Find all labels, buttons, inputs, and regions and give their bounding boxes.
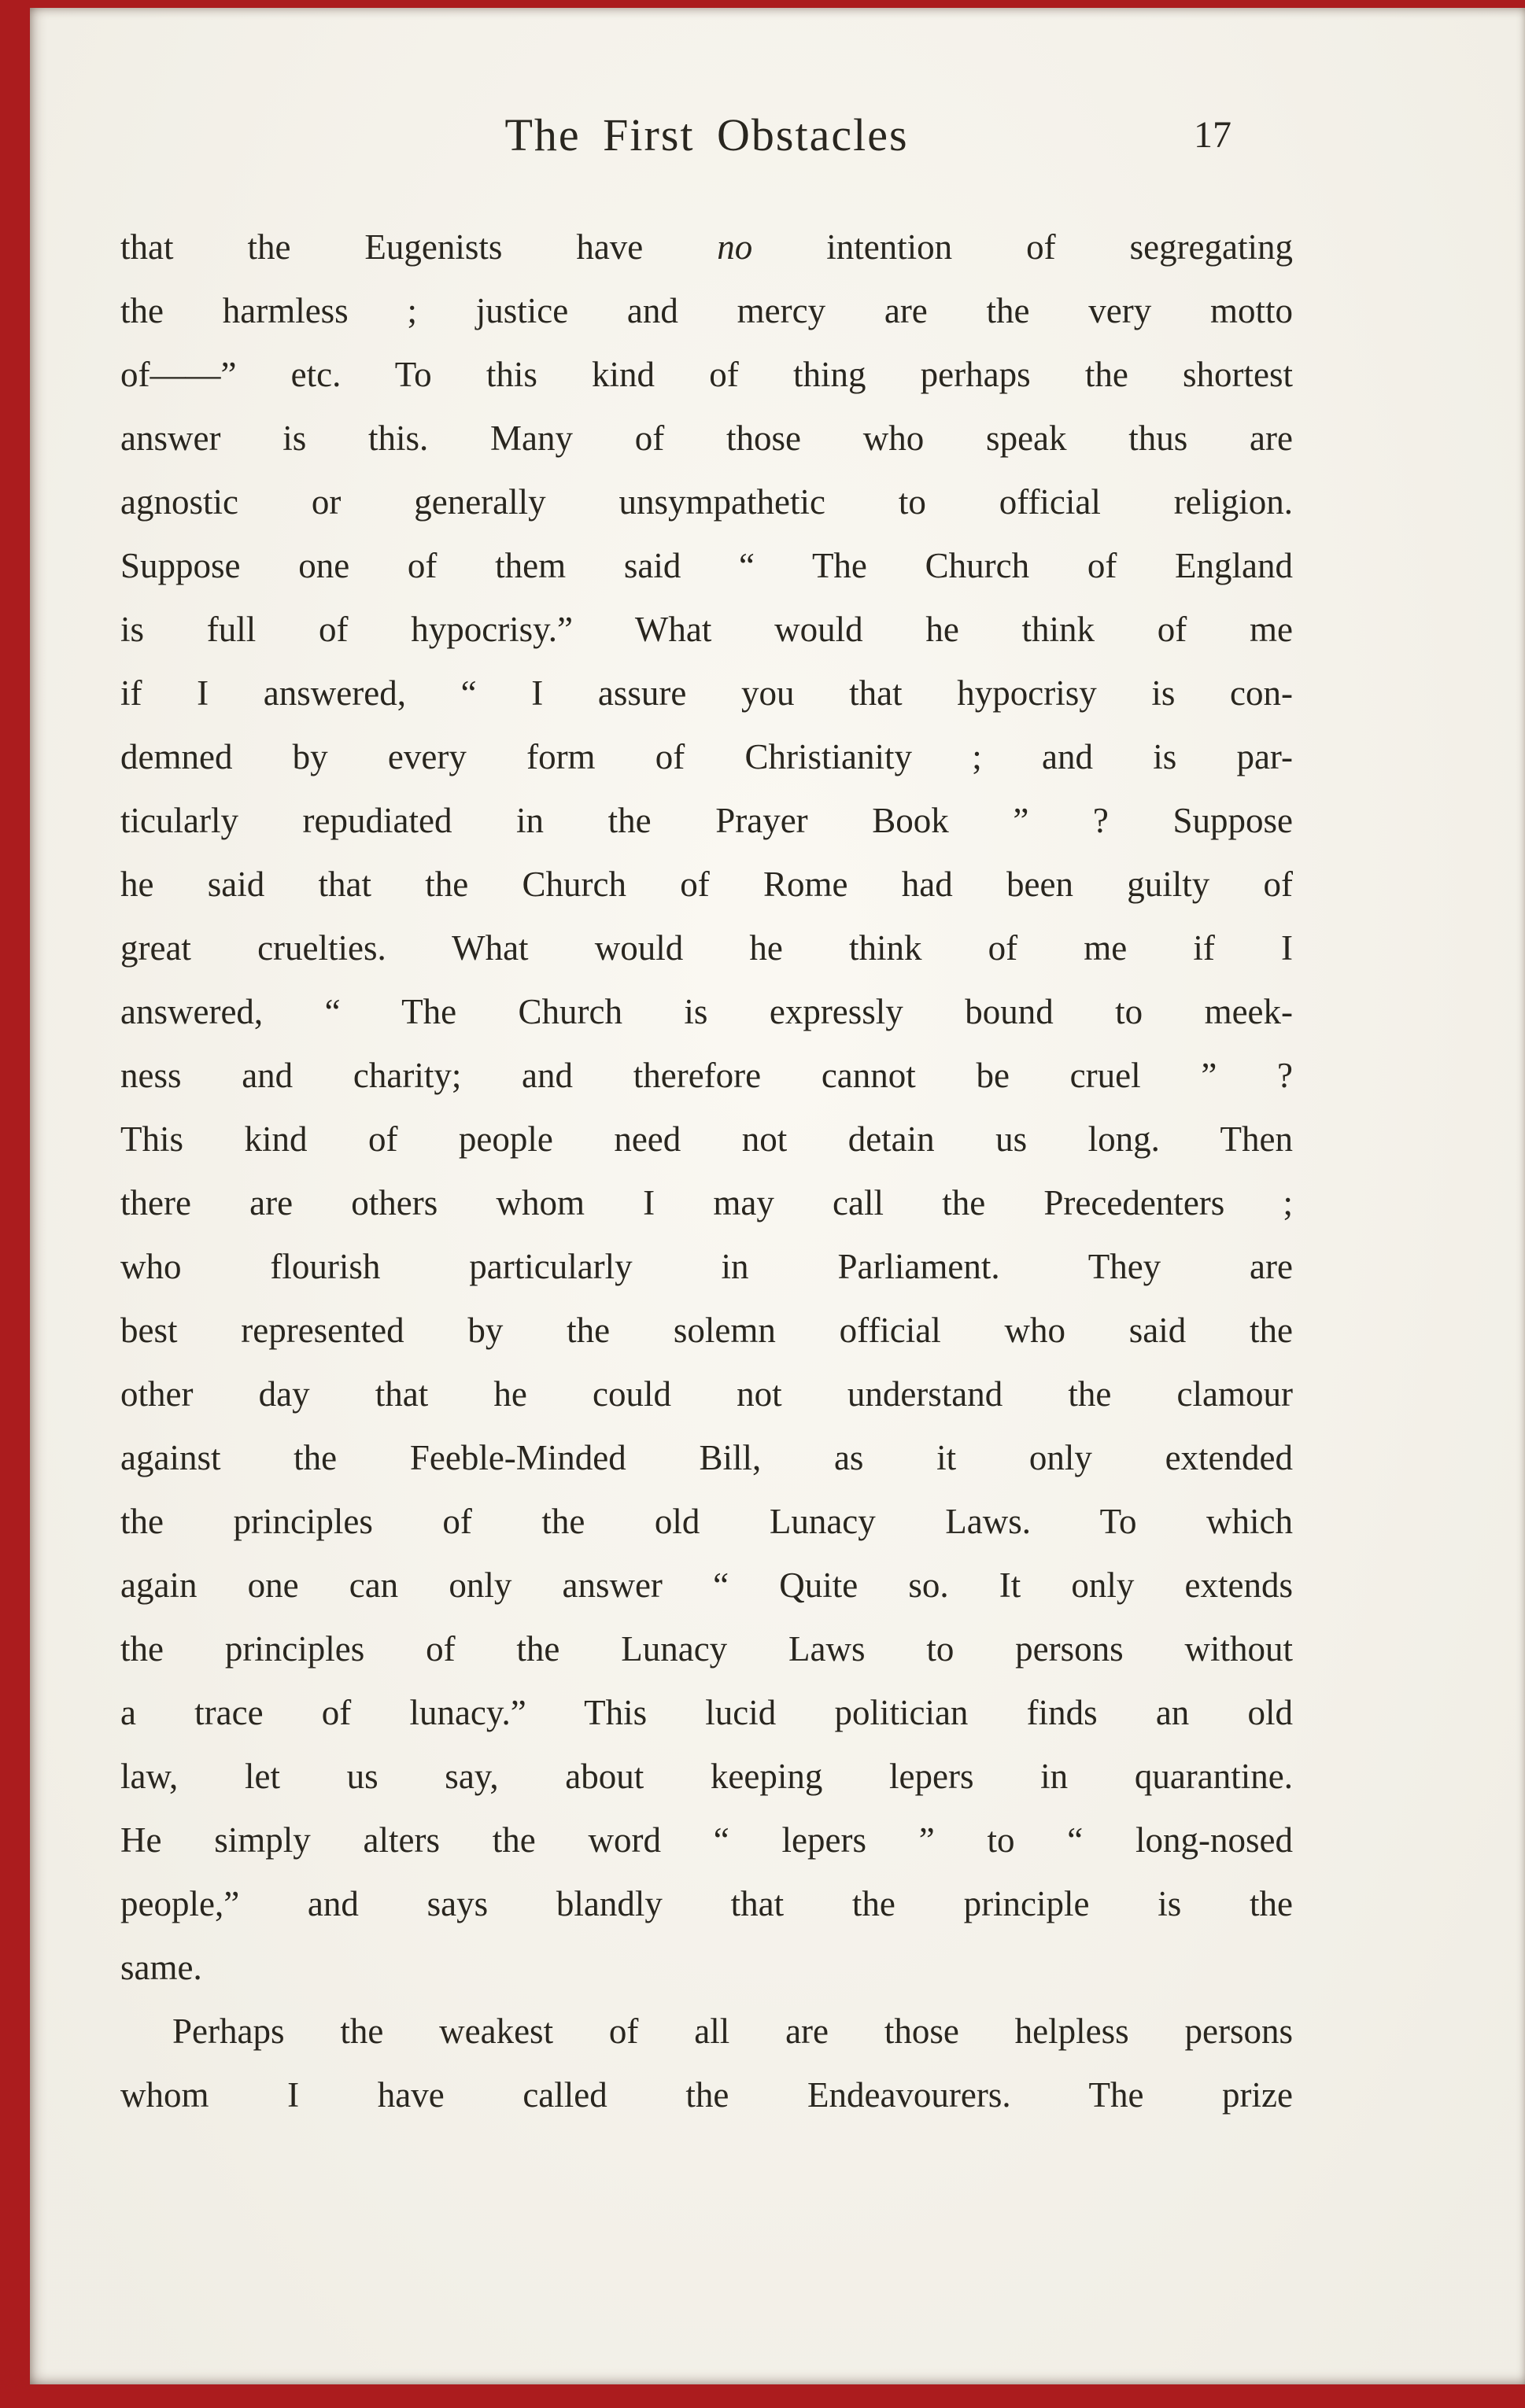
text-segment: law, let us say, about keeping lepers in quarantine.: [120, 1757, 1293, 1796]
text-segment: answer is this. Many of those who speak thus are: [120, 419, 1293, 458]
text-line: [120, 1809, 1293, 1872]
text-segment: ness and charity; and therefore cannot be cruel ” ?: [120, 1056, 1293, 1095]
text-line: [120, 1363, 1293, 1426]
text-segment: best represented by the solemn official who said the: [120, 1311, 1293, 1350]
text-line: [120, 1171, 1293, 1235]
text-segment: great cruelties. What would he think of me if I: [120, 928, 1293, 968]
text-segment: the principles of the old Lunacy Laws. To which: [120, 1502, 1293, 1541]
text-segment: agnostic or generally unsympathetic to official religion.: [120, 482, 1293, 522]
text-segment: that the Eugenists have: [120, 227, 718, 267]
text-segment: whom I have called the Endeavourers. The prize: [120, 2075, 1293, 2115]
text-line: [120, 598, 1293, 662]
text-segment: ticularly repudiated in the Prayer Book ” ? Suppose: [120, 801, 1293, 840]
text-segment: he said that the Church of Rome had been guilty of: [120, 865, 1293, 904]
page-header: [120, 104, 1293, 171]
text-segment: same.: [120, 1948, 202, 1987]
text-line: [120, 1108, 1293, 1171]
text-segment: is full of hypocrisy.” What would he think of me: [120, 610, 1293, 649]
text-line: [120, 662, 1293, 725]
text-segment: if I answered, “ I assure you that hypocrisy is con-: [120, 673, 1293, 713]
text-line: [120, 1044, 1293, 1108]
text-line: [120, 853, 1293, 916]
paragraph: [120, 216, 1293, 2000]
text-segment: the principles of the Lunacy Laws to persons without: [120, 1629, 1293, 1669]
text-line: [120, 343, 1293, 407]
text-segment: demned by every form of Christianity ; and is par-: [120, 737, 1293, 776]
page-paper: [30, 8, 1525, 2384]
text-line: [120, 534, 1293, 598]
text-line: [120, 1617, 1293, 1681]
text-line: [120, 1235, 1293, 1299]
book-cover-left-edge: [0, 0, 30, 2408]
text-line: [120, 470, 1293, 534]
page-number: 17: [1194, 114, 1231, 156]
text-line: [120, 2000, 1293, 2063]
text-segment: Perhaps the weakest of all are those helpless persons: [172, 2012, 1293, 2051]
text-line: [120, 1299, 1293, 1363]
text-segment: of——” etc. To this kind of thing perhaps the shortest: [120, 355, 1293, 394]
text-line: [120, 407, 1293, 470]
text-line: [120, 1426, 1293, 1490]
text-segment: against the Feeble-Minded Bill, as it only extended: [120, 1438, 1293, 1477]
book-cover-bottom-edge: [0, 2384, 1525, 2408]
text-line: [120, 2063, 1293, 2127]
text-line: [120, 1936, 1293, 2000]
text-line: [120, 216, 1293, 279]
text-line: [120, 1745, 1293, 1809]
text-line: [120, 725, 1293, 789]
page-content: [120, 8, 1293, 2127]
text-line: [120, 1490, 1293, 1554]
text-segment: other day that he could not understand the clamour: [120, 1374, 1293, 1414]
text-segment: who flourish particularly in Parliament. They are: [120, 1247, 1293, 1286]
text-segment: the harmless ; justice and mercy are the very motto: [120, 291, 1293, 330]
text-line: [120, 1554, 1293, 1617]
text-segment: there are others whom I may call the Precedenters ;: [120, 1183, 1293, 1222]
text-segment: again one can only answer “ Quite so. It only extends: [120, 1565, 1293, 1605]
paragraph: [120, 2000, 1293, 2127]
book-cover-top-edge: [0, 0, 1525, 8]
text-block: [120, 216, 1293, 2127]
text-segment: He simply alters the word “ lepers ” to “ long-nosed: [120, 1820, 1293, 1860]
text-line: [120, 789, 1293, 853]
text-segment: intention of segregating: [752, 227, 1294, 267]
text-segment: a trace of lunacy.” This lucid politician finds an old: [120, 1693, 1293, 1732]
text-line: [120, 1872, 1293, 1936]
text-line: [120, 980, 1293, 1044]
text-line: [120, 1681, 1293, 1745]
text-segment: answered, “ The Church is expressly bound to meek-: [120, 992, 1293, 1031]
text-segment: This kind of people need not detain us long. Then: [120, 1119, 1293, 1159]
emphasized-text: no: [717, 227, 753, 267]
text-line: [120, 279, 1293, 343]
text-segment: Suppose one of them said “ The Church of England: [120, 546, 1293, 585]
text-line: [120, 916, 1293, 980]
text-segment: people,” and says blandly that the principle is the: [120, 1884, 1293, 1923]
page-title: The First Obstacles: [504, 109, 909, 160]
